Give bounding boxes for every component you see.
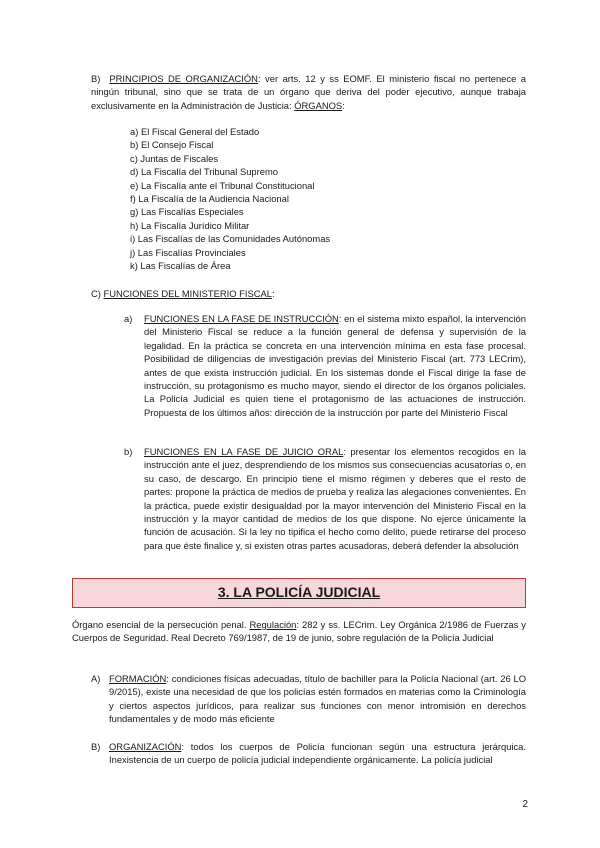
regulacion-label: Regulación xyxy=(249,619,297,630)
organ-list-item: b) El Consejo Fiscal xyxy=(130,139,214,151)
section-c-title: FUNCIONES DEL MINISTERIO FISCAL xyxy=(103,288,272,299)
section-b-paragraph: B) PRINCIPIOS DE ORGANIZACIÓN: ver arts. 12 y ss EOMF. El ministerio fiscal no pertenece a ningún tribunal, sino que se trata de un órgano que deriva del poder ejecutivo, aunque trabaja exclusivamente en la Administración de Justicia: ÓRGANOS: xyxy=(91,73,526,111)
section-b-label: B) xyxy=(91,73,101,84)
organ-list-item: d) La Fiscalía del Tribunal Supremo xyxy=(130,166,278,178)
organ-list-item: k) Las Fiscalías de Área xyxy=(130,259,231,271)
organ-list-item: i) Las Fiscalías de las Comunidades Autónomas xyxy=(130,233,331,245)
page-number: 2 xyxy=(522,799,528,810)
point-b-marker: B) xyxy=(91,741,101,752)
func-b-text: : presentar los elementos recogidos en la instrucción ante el juez, desprendiendo de los mismos sus consecuencias acusatorias o, en su caso, de descargo. En principio tiene el mismo régimen y deberes que el resto de partes: propone la práctica de medios de prueba y realiza las alegaciones convenientes. En la práctica, puede existir desigualdad por la mayor intervención del Ministerio Fiscal en la instrucción y la mayor cantidad de medios de los que dispone. No ejerce únicamente la función de acusación. Si la ley no tipifica el hecho como delito, puede retirarse del proceso para que éste finalice y, si existen otras partes acusadoras, deberá defender la absolución xyxy=(144,446,527,551)
section-c-heading: C) FUNCIONES DEL MINISTERIO FISCAL: xyxy=(91,288,275,299)
organ-list-item: a) El Fiscal General del Estado xyxy=(130,126,260,137)
func-a-paragraph xyxy=(144,312,526,419)
organs-list xyxy=(130,125,430,272)
point-b-title: ORGANIZACIÓN xyxy=(109,741,182,752)
section-b-title: PRINCIPIOS DE ORGANIZACIÓN xyxy=(109,73,258,84)
point-a-marker: A) xyxy=(91,673,101,684)
func-a-marker: a) xyxy=(124,313,133,324)
point-b-paragraph xyxy=(109,740,526,767)
func-b-marker: b) xyxy=(124,446,133,457)
organ-list-item: h) La Fiscalía Jurídico Militar xyxy=(130,219,250,231)
section-3-heading-box xyxy=(72,578,526,608)
section-b-text: : ver arts. 12 y ss EOMF. El ministerio fiscal no pertenece a ningún tribunal, sino que se trata de un órgano que deriva del poder ejecutivo, aunque trabaja exclusivamente en la Administración de Justicia: xyxy=(91,73,526,111)
func-b-paragraph xyxy=(144,445,526,552)
organ-list-item: e) La Fiscalía ante el Tribunal Constitucional xyxy=(130,179,315,191)
point-b-text: : todos los cuerpos de Policía funcionan según una estructura jerárquica. Inexistencia de un cuerpo de policía judicial independiente orgánicamente. La policía judicial xyxy=(109,741,526,766)
organ-list-item: g) Las Fiscalías Especiales xyxy=(130,206,244,218)
section-3-heading: 3. LA POLICÍA JUDICIAL xyxy=(217,584,381,601)
organ-list-item: j) Las Fiscalías Provinciales xyxy=(130,246,246,258)
func-a-title: FUNCIONES EN LA FASE DE INSTRUCCIÓN xyxy=(144,313,339,324)
section-c-label: C) xyxy=(91,288,101,299)
organ-list-item: f) La Fiscalía de la Audiencia Nacional xyxy=(130,192,289,204)
organ-list-item: c) Juntas de Fiscales xyxy=(130,152,219,164)
point-a-title: FORMACIÓN xyxy=(109,673,167,684)
point-a-paragraph xyxy=(109,672,526,726)
organos-label: ÓRGANOS xyxy=(294,99,343,111)
func-a-text: : en el sistema mixto español, la intervención del Ministerio Fiscal se reduce a la función general de defensa y supervisión de la legalidad. En la práctica se concreta en una intervención mínima en esta fase procesal. Posibilidad de diligencias de investigación previas del Ministerio Fiscal (art. 773 LECrim), antes de que exista instrucción judicial. En los sistemas donde el Fiscal dirige la fase de instrucción, su protagonismo es mucho mayor, siendo el director de los órganos policiales. La Policía Judicial es quien tiene el protagonismo de las actuaciones de instrucción. Propuesta de los últimos años: dirección de la instrucción por parte del Ministerio Fiscal xyxy=(144,313,526,418)
func-b-title: FUNCIONES EN LA FASE DE JUICIO ORAL xyxy=(144,446,344,457)
point-a-text: : condiciones físicas adecuadas, título de bachiller para la Policía Nacional (art. 26 LO 9/2015), existe una necesidad de que los policías estén formados en materias como la Criminología y ciertos aspectos jurídicos, para realizar sus funciones con menor intromisión en derechos fundamentales y de modo más eficiente xyxy=(109,673,526,725)
policia-intro-paragraph: Órgano esencial de la persecución penal. Regulación: 282 y ss. LECrim. Ley Orgánica 2/1986 de Fuerzas y Cuerpos de Seguridad. Real Decreto 769/1987, de 19 de junio, sobre regulación de la Policía Judicial xyxy=(72,619,526,644)
